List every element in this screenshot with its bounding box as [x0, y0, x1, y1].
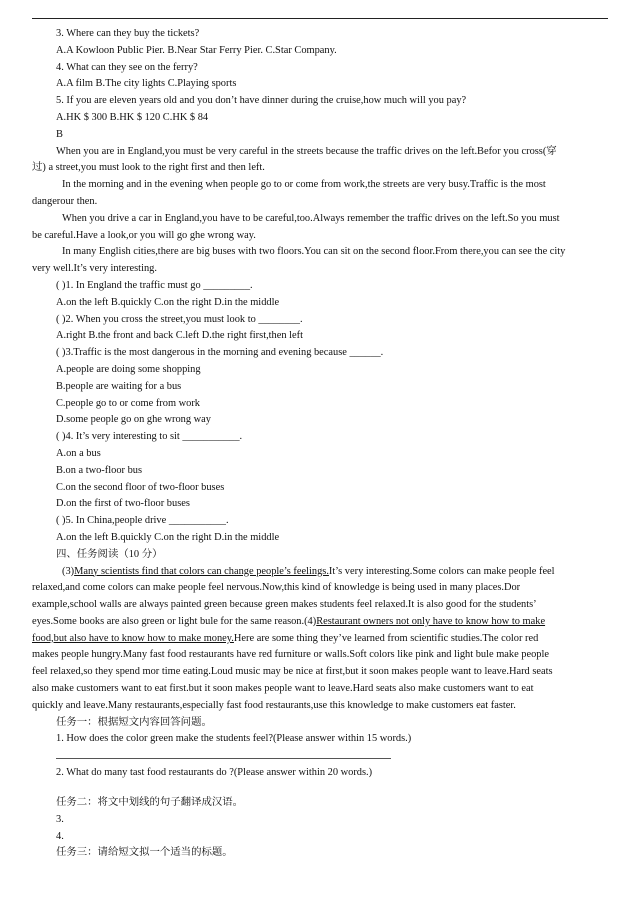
translation-item-3: 3.	[56, 813, 64, 825]
passage-b-line: dangerour then.	[32, 195, 98, 207]
part-a-q5-options: A.HK $ 300 B.HK $ 120 C.HK $ 84	[56, 111, 209, 123]
worksheet-page	[32, 26, 608, 862]
passage-4-line: quickly and leave.Many restaurants,especially fast food restaurants,use this knowledge to make customers eat faster.	[32, 699, 516, 711]
underlined-sentence-4-cont: food,but also have to know how to make money.	[32, 632, 234, 644]
passage-b-line: In the morning and in the evening when people go to or come from work,the streets are very busy.Traffic is the most	[62, 179, 546, 191]
task-1-heading: 任务一：根据短文内容回答问题。	[56, 716, 212, 728]
passage-4-line: example,school walls are always painted green because green makes students feel relaxed.It is also good for the students’	[32, 599, 537, 611]
passage-4-line: also make customers want to eat first.but it soon makes people want to leave.Hard seats also make customers want to eat	[32, 683, 534, 695]
passage-4-line: makes people hungry.Many fast food restaurants have red furniture or walls.Soft colors like pink and light bule make people	[32, 649, 549, 661]
passage-b-line: In many English cities,there are big buses with two floors.You can sit on the second floor.From there,you can see the city	[62, 246, 566, 258]
part-b-q5: ( )5. In China,people drive ___________.	[56, 515, 229, 527]
part-b-q4-option: A.on a bus	[56, 447, 101, 459]
passage-b-line: When you drive a car in England,you have to be careful,too.Always remember the traffic drives on the left.So you must	[62, 212, 560, 224]
part-b-q3: ( )3.Traffic is the most dangerous in the morning and evening because ______.	[56, 347, 384, 359]
part-b-q4: ( )4. It’s very interesting to sit ___________.	[56, 431, 243, 443]
task-3-heading: 任务三：请给短文拟一个适当的标题。	[56, 847, 233, 859]
passage-b-line: be careful.Have a look,or you will go ghe wrong way.	[32, 229, 256, 241]
part-b-q3-option: B.people are waiting for a bus	[56, 380, 182, 392]
passage-4-line: feel relaxed,so they spend mor time eating.Loud music may be nice at first,but it soon makes people want to leave.Hard seats	[32, 666, 553, 678]
passage-4-line	[56, 564, 608, 581]
part-b-q4-option: C.on the second floor of two-floor buses	[56, 481, 225, 493]
part-b-q1: ( )1. In England the traffic must go _________.	[56, 279, 253, 291]
passage-4-text: It’s very interesting.Some colors can make people feel	[328, 565, 555, 577]
passage-b-line: When you are in England,you must be very careful in the streets because the traffic drives on the left.Befor you cross(穿	[56, 145, 557, 157]
passage-4-text: eyes.Some books are also green or light bule for the same reason.(4)	[32, 615, 317, 627]
top-rule	[32, 18, 608, 19]
part-b-q3-option: D.some people go on ghe wrong way	[56, 414, 211, 426]
passage-4-line	[32, 614, 608, 631]
passage-b-line: 过) a street,you must look to the right first and then left.	[32, 162, 265, 174]
passage-4-line	[32, 631, 608, 648]
part-b-q3-option: A.people are doing some shopping	[56, 363, 201, 375]
part-b-q2-options: A.right B.the front and back C.left D.the right first,then left	[56, 330, 304, 342]
underlined-sentence-3: Many scientists find that colors can change people’s feelings.	[74, 565, 329, 577]
passage-4-line: relaxed,and come colors can make people feel nervous.Now,this kind of knowledge is being used in many places.Dor	[32, 582, 521, 594]
passage-b-line: very well.It’s very interesting.	[32, 263, 157, 275]
part-a-q4: 4. What can they see on the ferry?	[56, 61, 198, 73]
part-b-q1-options: A.on the left B.quickly C.on the right D.in the middle	[56, 296, 280, 308]
part-b-q3-option: C.people go to or come from work	[56, 397, 200, 409]
part-a-q4-options: A.A film B.The city lights C.Playing sports	[56, 78, 237, 90]
section-4-title: 四、任务阅读（10 分）	[56, 548, 163, 560]
answer-line	[56, 748, 391, 759]
task-1-question-2: 2. What do many tast food restaurants do ?(Please answer within 20 words.)	[56, 767, 373, 779]
passage-4-text: Here are some thing they’ve learned from scientific studies.The color red	[233, 632, 539, 644]
translation-item-4: 4.	[56, 830, 64, 842]
part-a-q5: 5. If you are eleven years old and you don’t have dinner during the cruise,how much will you pay?	[56, 95, 467, 107]
part-b-q4-option: B.on a two-floor bus	[56, 464, 143, 476]
task-1-question-1: 1. How does the color green make the students feel?(Please answer within 15 words.)	[56, 733, 412, 745]
part-a-q3-options: A.A Kowloon Public Pier. B.Near Star Ferry Pier. C.Star Company.	[56, 44, 337, 56]
part-a-q3: 3. Where can they buy the tickets?	[56, 28, 200, 39]
part-b-q5-options: A.on the left B.quickly C.on the right D.in the middle	[56, 531, 280, 543]
part-b-label: B	[56, 128, 63, 140]
part-b-q4-option: D.on the first of two-floor buses	[56, 498, 190, 510]
underlined-sentence-4: Restaurant owners not only have to know how to make	[316, 615, 546, 627]
sentence-marker: (3)	[62, 565, 75, 577]
part-b-q2: ( )2. When you cross the street,you must look to ________.	[56, 313, 303, 325]
task-2-heading: 任务二：将文中划线的句子翻译成汉语。	[56, 797, 244, 809]
